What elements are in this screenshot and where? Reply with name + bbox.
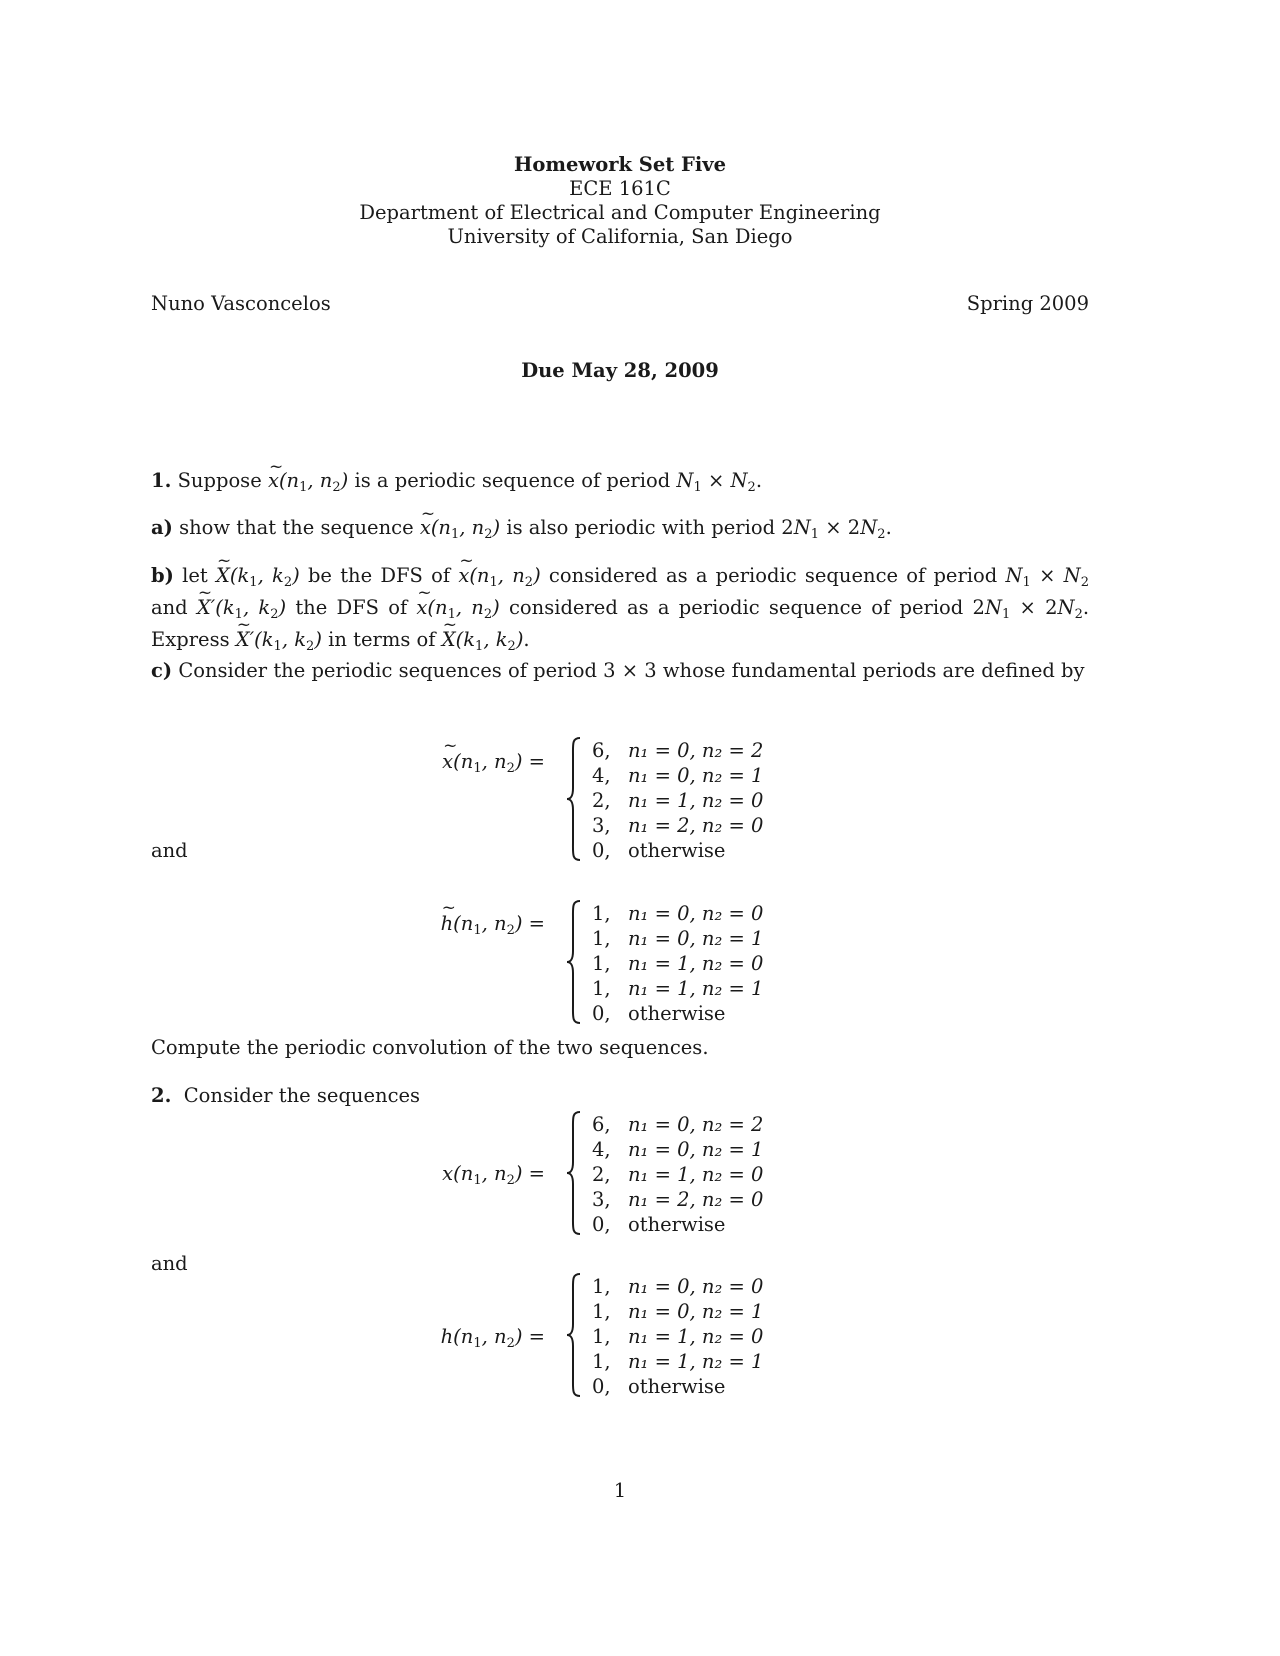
document-title: Homework Set Five xyxy=(513,153,727,176)
cases-x xyxy=(592,1112,763,1237)
case-row: 2, n₁ = 1, n₂ = 0 xyxy=(592,789,764,812)
case-row: 0, otherwise xyxy=(592,1213,726,1236)
part-c: c) Consider the periodic sequences of period 3 × 3 whose fundamental periods are defined by xyxy=(151,659,1085,682)
part-a: a) show that the sequence ~ $x(n_1$, $n_2$) is also periodic with period $2N_1 \times 2N_2$. xyxy=(151,516,892,547)
and-text: and xyxy=(151,1252,188,1275)
case-row: 1, n₁ = 1, n₂ = 1 xyxy=(592,1350,764,1373)
left-brace-icon xyxy=(566,899,582,1025)
instructor-name: Nuno Vasconcelos xyxy=(151,292,331,315)
part-b: b) let ~ $X(k_1$, $k_2$) be the DFS of ~ $x(n_1$, $n_2$) considered as a periodic sequence of period $N_1 \times N_2$ and ~ $X'(k_1$, $k_2$) the DFS of ~ $x(n_1$, $n_2$) considered as a periodic sequence of period $2N_1 \times 2N_2$. Express ~ $X'(k_1$, $k_2$) in terms of ~ $X(k_1$, $k_2$). xyxy=(151,563,1089,659)
equation-lhs-x: $x(n_1$, $n_2$) = xyxy=(442,1162,545,1188)
and-text: and xyxy=(151,839,188,862)
left-brace-icon xyxy=(566,736,582,862)
left-brace-icon xyxy=(566,1272,582,1398)
case-row: 4, n₁ = 0, n₂ = 1 xyxy=(592,764,764,787)
case-row: 6, n₁ = 0, n₂ = 2 xyxy=(592,1113,764,1136)
department-name: Department of Electrical and Computer Engineering xyxy=(359,201,881,224)
page-number: 1 xyxy=(613,1479,627,1502)
case-row: 6, n₁ = 0, n₂ = 2 xyxy=(592,739,764,762)
cases-x-tilde xyxy=(592,738,763,863)
cases-h-tilde xyxy=(592,901,763,1026)
problem-2-statement: 2. Consider the sequences xyxy=(151,1084,421,1107)
course-code: ECE 161C xyxy=(569,177,671,200)
case-row: 1, n₁ = 1, n₂ = 1 xyxy=(592,977,764,1000)
cases-h xyxy=(592,1274,763,1399)
equation-lhs-h: $h(n_1$, $n_2$) = xyxy=(440,1325,545,1351)
case-row: 3, n₁ = 2, n₂ = 0 xyxy=(592,1188,764,1211)
problem-number: 2. xyxy=(151,1084,172,1107)
case-row: 0, otherwise xyxy=(592,839,726,862)
problem-number: 1. xyxy=(151,469,172,492)
university-name: University of California, San Diego xyxy=(447,225,793,248)
case-row: 1, n₁ = 1, n₂ = 0 xyxy=(592,1325,764,1348)
case-row: 0, otherwise xyxy=(592,1375,726,1398)
case-row: 4, n₁ = 0, n₂ = 1 xyxy=(592,1138,764,1161)
equation-lhs-x-tilde: ~ $x(n_1$, $n_2$) = xyxy=(415,750,545,776)
case-row: 1, n₁ = 0, n₂ = 0 xyxy=(592,1275,764,1298)
case-row: 1, n₁ = 0, n₂ = 1 xyxy=(592,927,764,950)
due-date: Due May 28, 2009 xyxy=(521,359,719,382)
left-brace-icon xyxy=(566,1110,582,1236)
term: Spring 2009 xyxy=(966,292,1089,315)
equation-lhs-h-tilde: ~ $h(n_1$, $n_2$) = xyxy=(415,912,545,938)
case-row: 1, n₁ = 1, n₂ = 0 xyxy=(592,952,764,975)
compute-instruction: Compute the periodic convolution of the two sequences. xyxy=(151,1036,709,1059)
case-row: 1, n₁ = 0, n₂ = 0 xyxy=(592,902,764,925)
problem-1-statement: 1. Suppose ~ $x(n_1$, $n_2$) is a periodic sequence of period $N_1 \times N_2$. xyxy=(151,469,762,500)
case-row: 1, n₁ = 0, n₂ = 1 xyxy=(592,1300,764,1323)
case-row: 2, n₁ = 1, n₂ = 0 xyxy=(592,1163,764,1186)
case-row: 0, otherwise xyxy=(592,1002,726,1025)
case-row: 3, n₁ = 2, n₂ = 0 xyxy=(592,814,764,837)
